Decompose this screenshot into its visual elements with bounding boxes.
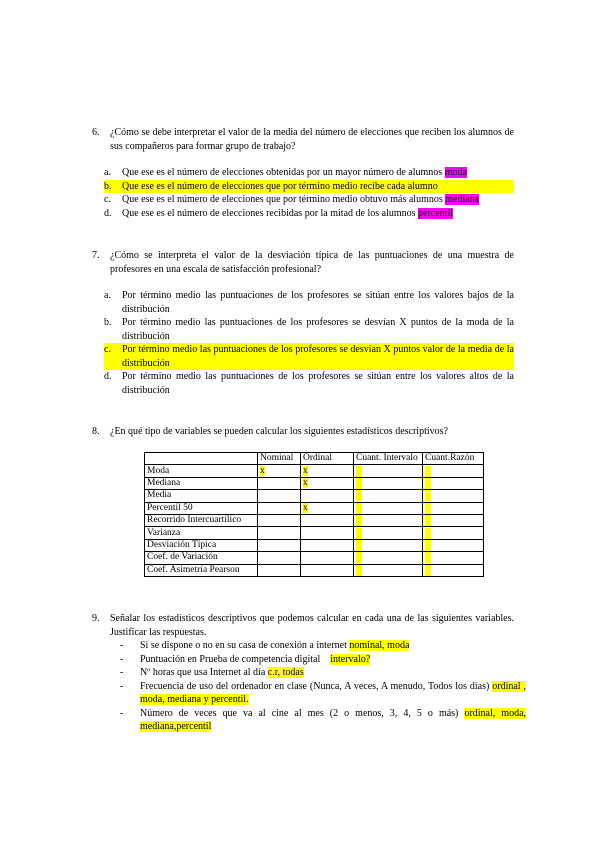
question-number: 8. (92, 426, 100, 437)
column-header: Nominal (258, 453, 301, 465)
table-cell (354, 564, 423, 576)
option-c-correct (104, 343, 514, 370)
table-row (145, 490, 484, 502)
option-text: Que ese es el número de elecciones obtenidas por un mayor número de alumnos (122, 167, 443, 178)
row-label: Desviación Típica (145, 539, 258, 551)
option-d (104, 207, 514, 221)
highlight-note: mediana (445, 194, 480, 205)
answer-note: ordinal, moda, mediana,percentil (140, 707, 527, 732)
table-cell (354, 527, 423, 539)
item-text: Nº horas que usa Internet al día (140, 667, 266, 678)
table-cell (423, 477, 484, 489)
column-header: Cuant.Razón (423, 453, 484, 465)
row-label: Coef. de Variación (145, 552, 258, 564)
option-letter: c. (104, 344, 111, 355)
table-cell (258, 527, 301, 539)
question-7 (92, 249, 514, 397)
option-letter: d. (104, 371, 112, 382)
option-text: Que ese es el número de elecciones recibidas por la mitad de los alumnos (122, 207, 416, 219)
list-item: - Si se dispone o no en su casa de conexión a internet nominal, moda (120, 640, 410, 651)
table-cell (354, 539, 423, 551)
check-mark: x (260, 465, 265, 476)
table-cell (301, 477, 354, 489)
option-text: Por término medio las puntuaciones de los profesores se sitúan entre los valores bajos de la distribución (122, 290, 514, 315)
table-cell (301, 527, 354, 539)
highlight-strip (425, 478, 431, 489)
option-b-correct (104, 180, 514, 194)
question-text: Señalar los estadísticos descriptivos que podemos calcular en cada una de las siguientes variables. Justificar las respuestas. (110, 613, 514, 638)
table-cell (423, 465, 484, 477)
table-cell (423, 539, 484, 551)
table-cell (301, 514, 354, 526)
question-6 (92, 126, 514, 220)
table-header-row (145, 453, 484, 465)
table-cell (354, 477, 423, 489)
answer-note: ordinal , moda, mediana y percentil. (140, 680, 526, 705)
highlight-strip (356, 478, 362, 489)
check-mark: x (303, 502, 308, 513)
highlight-strip (425, 552, 431, 563)
list-item: - Puntuación en Prueba de competencia digital intervalo? (120, 653, 371, 665)
item-text: Si se dispone o no en su casa de conexión a internet (140, 640, 347, 651)
table-row (145, 552, 484, 564)
table-cell (258, 552, 301, 564)
highlight-strip (425, 540, 431, 551)
list-item: - Frecuencia de uso del ordenador en clase (Nunca, A veces, A menudo, Todos los días) ordinal , moda, mediana y percentil. (120, 680, 526, 705)
question-8 (92, 425, 514, 439)
table-cell (354, 465, 423, 477)
table-cell (301, 539, 354, 551)
table-cell (258, 564, 301, 576)
table-row (145, 564, 484, 576)
highlight-strip (425, 503, 431, 514)
highlight-strip (425, 490, 431, 501)
option-letter: a. (104, 290, 111, 301)
row-label: Varianza (145, 527, 258, 539)
table-cell (423, 502, 484, 514)
option-text: Que ese es el número de elecciones que por término medio obtuvo más alumnos (122, 194, 443, 205)
question-number: 9. (92, 613, 100, 624)
table-cell (423, 514, 484, 526)
table-cell (354, 514, 423, 526)
highlight-strip (425, 515, 431, 526)
table-cell (301, 490, 354, 502)
question-number: 7. (92, 250, 100, 261)
table-row (145, 514, 484, 526)
option-text: Por término medio las puntuaciones de los profesores se desvían X puntos de la moda de la distribución (122, 317, 514, 342)
list-item: - Nº horas que usa Internet al día c.r, todas (120, 667, 304, 678)
option-text: Que ese es el número de elecciones que por término medio recibe cada alumno (122, 180, 438, 192)
item-text: Número de veces que va al cine al mes (2 o menos, 3, 4, 5 o más) (140, 707, 459, 719)
highlight-strip (356, 503, 362, 514)
table-cell (301, 465, 354, 477)
highlight-note: moda (444, 167, 467, 178)
table-row (145, 527, 484, 539)
option-d (104, 370, 514, 397)
table-cell (423, 490, 484, 502)
table-row (145, 477, 484, 489)
table-corner (145, 453, 258, 465)
table-cell (354, 490, 423, 502)
item-text: Frecuencia de uso del ordenador en clase (Nunca, A veces, A menudo, Todos los días) (140, 680, 490, 692)
option-letter: b. (104, 180, 112, 192)
option-text: Por término medio las puntuaciones de los profesores se sitúan entre los valores altos de la distribución (122, 371, 514, 396)
table-cell (258, 465, 301, 477)
option-letter: d. (104, 207, 112, 219)
highlight-strip (356, 466, 362, 477)
table-cell (301, 552, 354, 564)
table-cell (301, 564, 354, 576)
question-9 (92, 612, 527, 734)
table-cell (354, 552, 423, 564)
option-b (104, 316, 514, 343)
highlight-strip (356, 490, 362, 501)
answer-note: c.r, todas (267, 667, 304, 678)
table-cell (423, 564, 484, 576)
item-text: Puntuación en Prueba de competencia digital (140, 653, 321, 665)
list-item: - Número de veces que va al cine al mes (2 o menos, 3, 4, 5 o más) ordinal, moda, mediana,percentil (120, 707, 527, 732)
table-cell (423, 552, 484, 564)
check-mark: x (303, 465, 308, 476)
row-label: Coef. Asimetría Pearson (145, 564, 258, 576)
answer-note: nominal, moda (349, 640, 410, 651)
option-c (104, 193, 514, 207)
check-mark: x (303, 477, 308, 488)
row-label: Mediana (145, 477, 258, 489)
table-cell (258, 514, 301, 526)
option-letter: b. (104, 317, 112, 328)
question-number: 6. (92, 127, 100, 138)
option-text: Por término medio las puntuaciones de los profesores se desvían X puntos valor de la media de la distribución (122, 344, 514, 369)
table-row (145, 502, 484, 514)
answer-note: intervalo? (330, 653, 371, 665)
table-cell (258, 490, 301, 502)
highlight-strip (356, 552, 362, 563)
table-row (145, 465, 484, 477)
row-label: Media (145, 490, 258, 502)
highlight-strip (356, 565, 362, 576)
table-cell (258, 502, 301, 514)
highlight-note: percentil (418, 207, 453, 219)
highlight-strip (425, 565, 431, 576)
table-cell (258, 477, 301, 489)
table-cell (354, 502, 423, 514)
question-text: ¿Cómo se debe interpretar el valor de la media del número de elecciones que reciben los alumnos de sus compañeros para formar grupo de trabajo? (110, 127, 514, 152)
column-header: Ordinal (301, 453, 354, 465)
column-header: Cuant. Intervalo (354, 453, 423, 465)
question-text: ¿Cómo se interpreta el valor de la desviación típica de las puntuaciones de una muestra de profesores en una escala de satisfacción profesional? (110, 250, 514, 275)
row-label: Recorrido Intercuartílico (145, 514, 258, 526)
statistics-table (144, 452, 484, 577)
table-cell (258, 539, 301, 551)
option-letter: c. (104, 194, 111, 205)
table-row (145, 539, 484, 551)
option-letter: a. (104, 167, 111, 178)
table-cell (423, 527, 484, 539)
highlight-strip (356, 515, 362, 526)
question-text: ¿En qué tipo de variables se pueden calcular los siguientes estadísticos descriptivos? (110, 426, 448, 437)
row-label: Moda (145, 465, 258, 477)
highlight-strip (356, 540, 362, 551)
row-label: Percentil 50 (145, 502, 258, 514)
highlight-strip (425, 528, 431, 539)
option-a (104, 289, 514, 316)
highlight-strip (425, 466, 431, 477)
option-a (104, 166, 514, 180)
highlight-strip (356, 528, 362, 539)
table-cell (301, 502, 354, 514)
